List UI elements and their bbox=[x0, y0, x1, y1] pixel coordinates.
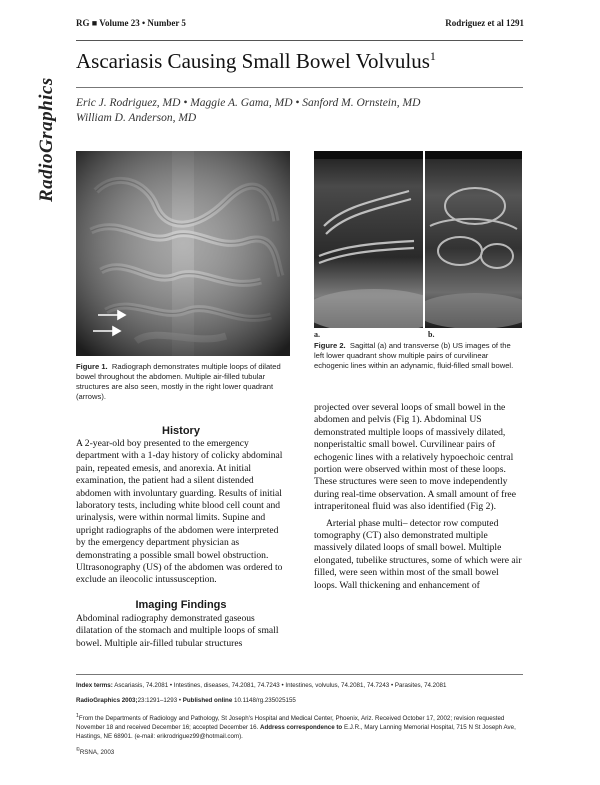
copyright: ©RSNA, 2003 bbox=[76, 747, 115, 757]
figure-1-caption: Figure 1. Radiograph demonstrates multiple loops of dilated bowel throughout the abdomen. Multiple air-filled tubular structures are also seen, mostly in the right lower quadrant (arrows). bbox=[76, 362, 281, 401]
figure-1-label: Figure 1. bbox=[76, 362, 108, 371]
author-list bbox=[76, 96, 526, 126]
right-paragraph-2: Arterial phase multi– detector row computed tomography (CT) also demonstrated multiple massively dilated loops of small bowel. Multiple elongated, tubelike structures, some of which were air filled, were seen within most of the small bowel loops. Wall thickening and enhancement of bbox=[314, 517, 522, 591]
history-heading: History bbox=[162, 425, 200, 437]
figure-2-caption: Figure 2. Sagittal (a) and transverse (b) US images of the left lower quadrant show multiple pairs of curvilinear echogenic lines within an adynamic, fluid-filled small bowel. bbox=[314, 341, 514, 370]
figure-2b-ultrasound bbox=[425, 151, 522, 328]
ultrasound-image-b bbox=[425, 151, 522, 328]
affiliation-note: $^1$From the Departments of Radiology and Pathology, St Joseph's Hospital and Medical Center, Phoenix, Ariz. Received October 17, 2002; revision requested November 18 and received December 16; accepted December 16. Address correspondence to E.J.R., Mary Lanning Memorial Hospital, 715 N St Joseph Ave, Hastings, NE 68901. (e-mail: erikrodriguez99@hotmail.com). bbox=[76, 713, 516, 741]
right-column-text bbox=[314, 402, 524, 592]
figure-1-radiograph bbox=[76, 151, 290, 356]
authors-line-1: Eric J. Rodriguez, MD • Maggie A. Gama, MD • Sanford M. Ornstein, MD bbox=[76, 97, 421, 109]
index-terms: Index terms: Ascariasis, 74.2081 • Intestines, diseases, 74.2081, 74.7243 • Intestines, volvulus, 74.2081, 74.7243 • Parasites, 74.2081 bbox=[76, 682, 447, 689]
figure-2a-ultrasound bbox=[314, 151, 423, 328]
running-header-left: RG ■ Volume 23 • Number 5 bbox=[76, 18, 186, 28]
title-divider bbox=[76, 87, 523, 88]
running-header-right: Rodriguez et al 1291 bbox=[445, 18, 524, 28]
authors-line-2: William D. Anderson, MD bbox=[76, 112, 197, 124]
panel-label-a: a. bbox=[314, 330, 320, 339]
radiograph-image bbox=[76, 151, 290, 356]
article-title: Ascariasis Causing Small Bowel Volvulus$^1$ bbox=[76, 49, 436, 73]
citation-line: RadioGraphics 2003;23:1291–1293 • Published online 10.1148/rg.235025155 bbox=[76, 697, 296, 704]
header-divider bbox=[76, 40, 523, 41]
panel-label-b: b. bbox=[428, 330, 435, 339]
imaging-findings-heading: Imaging Findings bbox=[135, 599, 227, 611]
figure-2-label: Figure 2. bbox=[314, 341, 346, 350]
history-paragraph: A 2-year-old boy presented to the emergency department with a 1-day history of colicky abdominal pain, repeated emesis, and anorexia. At initial examination, the patient had a silent distended abdomen with involuntary guarding. Results of initial laboratory tests, including white blood cell count and urinalysis, were within normal limits. Supine and upright radiographs of the abdomen were interpreted by the emergency department physician as demonstrating a possible small bowel obstruction. Ultrasonography (US) of the abdomen was ordered to exclude an ileocolic intussusception. bbox=[76, 438, 283, 586]
right-paragraph-1: projected over several loops of small bowel in the abdomen and pelvis (Fig 1). Abdominal US demonstrated multiple loops of massively dilated, nonperistaltic small bowel. Curvilinear pairs of echogenic lines with a relatively hypoechoic central portion were observed within most of these loops. These structures were seen to move independently during real-time observation. A small amount of free intraperitoneal fluid was also identified (Fig 2). bbox=[314, 402, 516, 513]
journal-brand: RadioGraphics bbox=[36, 77, 57, 203]
footer-divider bbox=[76, 674, 523, 675]
ultrasound-image-a bbox=[314, 151, 423, 328]
imaging-findings-paragraph: Abdominal radiography demonstrated gaseous dilatation of the stomach and multiple loops of small bowel. Multiple air-filled tubular structures bbox=[76, 613, 279, 649]
